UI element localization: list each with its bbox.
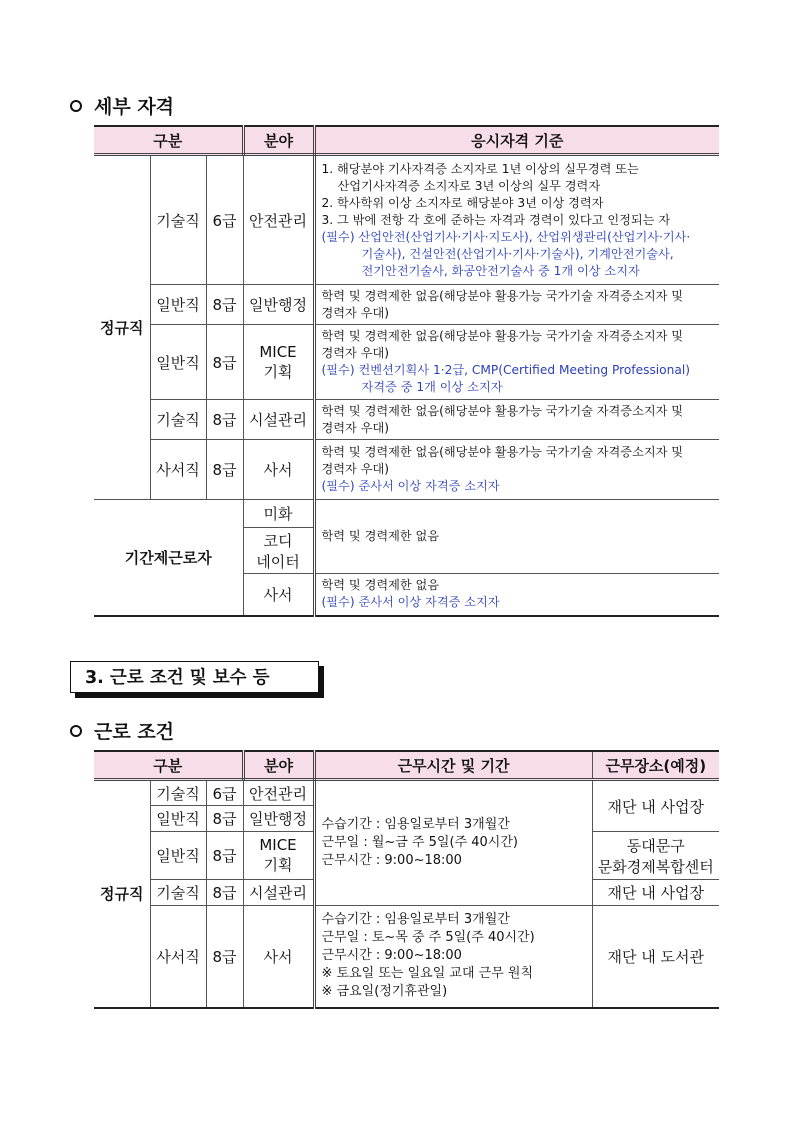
criteria-line: 학력 및 경력제한 없음(해당분야 활용가능 국가기술 자격증소지자 및 [321, 445, 684, 459]
work-place-line: 문화경제복합센터 [597, 857, 714, 876]
job-type: 기술직 [150, 400, 206, 440]
job-grade: 8급 [206, 806, 243, 832]
regular-label: 정규직 [94, 780, 150, 1008]
criteria-required-line: 자격증 중 1개 이상 소지자 [361, 380, 503, 394]
job-type: 사서직 [150, 906, 206, 1008]
job-field: 미화 [243, 500, 314, 528]
criteria-required-line: 기술사), 건설안전(산업기사·기사·기술사), 기계안전기술사, [361, 246, 674, 261]
work-hours-line: 수습기간 : 임용일로부터 3개월간 [321, 912, 510, 928]
job-type: 사서직 [150, 440, 206, 500]
job-type: 일반직 [150, 832, 206, 880]
table-row [94, 325, 719, 400]
contract-label: 기간제근로자 [94, 500, 243, 616]
criteria-line: 학력 및 경력제한 없음 [321, 578, 440, 593]
table-row [94, 400, 719, 440]
regular-label: 정규직 [94, 155, 150, 500]
section-title-qualifications [70, 92, 174, 119]
job-field: 사서 [243, 906, 314, 1008]
job-grade: 8급 [206, 325, 243, 400]
header-place: 근무장소(예정) [592, 751, 719, 780]
job-field-line: 코디 [263, 531, 293, 550]
job-field: 안전관리 [243, 155, 314, 285]
table-row [94, 906, 719, 1008]
circle-bullet-icon [70, 100, 82, 112]
criteria-line: 2. 학사학위 이상 소지자로 해당분야 3년 이상 경력자 [321, 195, 604, 210]
work-hours-line: 수습기간 : 임용일로부터 3개월간 [321, 817, 510, 832]
work-place [592, 832, 719, 880]
job-grade: 8급 [206, 400, 243, 440]
table-row [94, 155, 719, 285]
criteria-cell [314, 440, 719, 500]
header-category: 구분 [94, 751, 243, 780]
job-field: 시설관리 [243, 880, 314, 906]
job-grade: 6급 [206, 155, 243, 285]
job-field: 사서 [243, 574, 314, 616]
work-hours-line: ※ 토요일 또는 일요일 교대 근무 원칙 [321, 966, 534, 982]
criteria-cell [314, 500, 719, 574]
criteria-line: 경력자 우대) [321, 305, 390, 320]
section-title-text: 세부 자격 [94, 96, 175, 118]
criteria-line: 경력자 우대) [321, 462, 390, 476]
section-title-work-conditions [70, 717, 174, 744]
job-grade: 8급 [206, 906, 243, 1008]
table-row [94, 780, 719, 806]
job-grade: 8급 [206, 440, 243, 500]
work-place: 재단 내 도서관 [592, 906, 719, 1008]
job-grade: 8급 [206, 880, 243, 906]
job-field-line: MICE [259, 342, 297, 361]
criteria-line: 학력 및 경력제한 없음(해당분야 활용가능 국가기술 자격증소지자 및 [321, 288, 684, 303]
work-hours-line: ※ 금요일(정기휴관일) [321, 984, 448, 1000]
job-field: 일반행정 [243, 285, 314, 325]
criteria-required-line: (필수) 산업안전(산업기사·기사·지도사), 산업위생관리(산업기사·기사· [321, 229, 691, 244]
criteria-cell [314, 155, 719, 285]
header-hours: 근무시간 및 기간 [314, 751, 592, 780]
table-row [94, 500, 719, 528]
header-criteria: 응시자격 기준 [314, 126, 719, 155]
work-place: 재단 내 사업장 [592, 780, 719, 832]
job-grade: 6급 [206, 780, 243, 806]
criteria-cell [314, 574, 719, 616]
job-field: 시설관리 [243, 400, 314, 440]
job-field: 일반행정 [243, 806, 314, 832]
job-type: 기술직 [150, 155, 206, 285]
job-grade: 8급 [206, 832, 243, 880]
criteria-required-line: 전기안전기술사, 화공안전기술사 중 1개 이상 소지자 [361, 263, 640, 278]
criteria-line: 1. 해당분야 기사자격증 소지자로 1년 이상의 실무경력 또는 [321, 161, 639, 176]
work-hours-line: 근무일 : 월~금 주 5일(주 40시간) [321, 835, 518, 850]
criteria-line: 학력 및 경력제한 없음(해당분야 활용가능 국가기술 자격증소지자 및 [321, 403, 684, 418]
section-title-text: 근로 조건 [94, 721, 175, 743]
criteria-required-line: (필수) 컨벤션기획사 1·2급, CMP(Certified Meeting Professional) [321, 363, 690, 377]
job-field: 사서 [243, 440, 314, 500]
criteria-line: 3. 그 밖에 전항 각 호에 준하는 자격과 경력이 있다고 인정되는 자 [321, 212, 671, 227]
criteria-line: 경력자 우대) [321, 420, 390, 435]
circle-bullet-icon [70, 725, 82, 737]
job-type: 기술직 [150, 880, 206, 906]
work-hours-line: 근무시간 : 9:00~18:00 [321, 853, 462, 868]
criteria-required-line: (필수) 준사서 이상 자격증 소지자 [321, 595, 500, 610]
criteria-line: 학력 및 경력제한 없음(해당분야 활용가능 국가기술 자격증소지자 및 [321, 329, 684, 343]
table-row [94, 440, 719, 500]
header-category: 구분 [94, 126, 243, 155]
job-type: 일반직 [150, 806, 206, 832]
header-field: 분야 [243, 126, 314, 155]
qualification-table [94, 125, 719, 617]
work-hours-line: 근무일 : 토~목 중 주 5일(주 40시간) [321, 930, 535, 946]
work-hours-line: 근무시간 : 9:00~18:00 [321, 948, 462, 964]
criteria-line: 경력자 우대) [321, 346, 390, 360]
job-field [243, 832, 314, 880]
job-field [243, 528, 314, 574]
criteria-line: 산업기사자격증 소지자로 3년 이상의 실무 경력자 [337, 178, 601, 193]
job-field-line: 네이터 [256, 552, 300, 571]
work-hours-cell [314, 780, 592, 906]
job-field: 안전관리 [243, 780, 314, 806]
criteria-line: 학력 및 경력제한 없음 [321, 529, 440, 543]
work-hours-cell [314, 906, 592, 1008]
job-grade: 8급 [206, 285, 243, 325]
criteria-cell [314, 400, 719, 440]
job-type: 기술직 [150, 780, 206, 806]
job-field-line: 기획 [263, 856, 293, 874]
job-field-line: MICE [259, 836, 297, 854]
work-place-line: 동대문구 [626, 836, 685, 855]
work-place: 재단 내 사업장 [592, 880, 719, 906]
job-field [243, 325, 314, 400]
work-conditions-table [94, 750, 719, 1009]
header-field: 분야 [243, 751, 314, 780]
job-type: 일반직 [150, 325, 206, 400]
criteria-cell [314, 325, 719, 400]
job-field-line: 기획 [263, 362, 293, 381]
job-type: 일반직 [150, 285, 206, 325]
criteria-required-line: (필수) 준사서 이상 자격증 소지자 [321, 479, 500, 493]
section-3-heading: 3. 근로 조건 및 보수 등 [70, 661, 319, 693]
criteria-cell [314, 285, 719, 325]
table-row [94, 285, 719, 325]
